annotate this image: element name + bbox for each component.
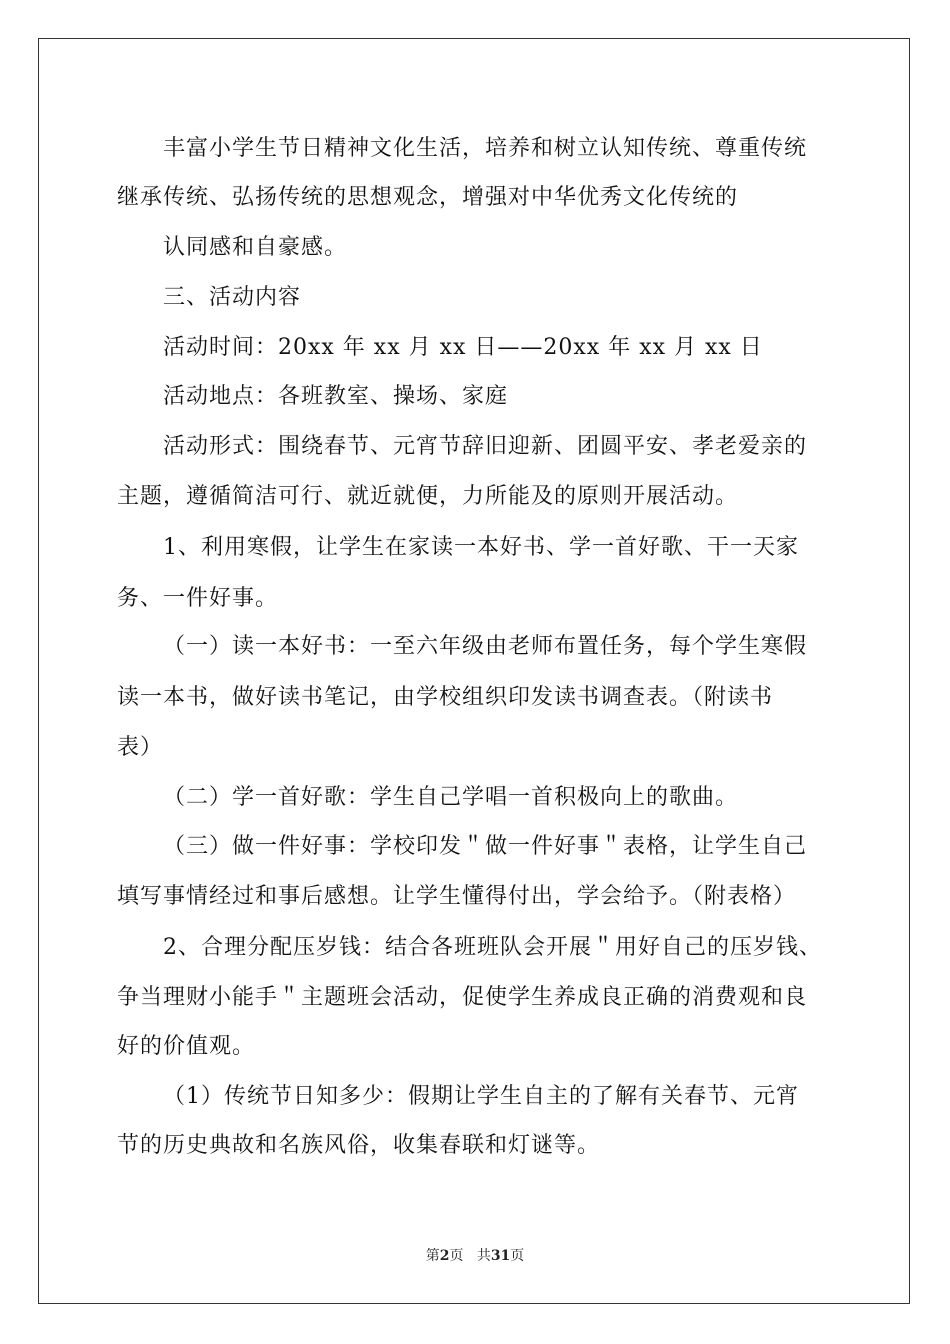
text-line: 争当理财小能手＂主题班会活动，促使学生养成良正确的消费观和良: [117, 985, 808, 1010]
section-heading: 三、活动内容: [163, 285, 302, 310]
text-line: 表）: [117, 735, 164, 760]
text-line: （二）学一首好歌：学生自己学唱一首积极向上的歌曲。: [163, 785, 739, 810]
text-line: 认同感和自豪感。: [163, 235, 348, 260]
text-line: （1）传统节日知多少：假期让学生自主的了解有关春节、元宵: [163, 1084, 799, 1109]
page-prefix: 第: [425, 1248, 440, 1264]
text-line: 主题，遵循简洁可行、就近就便，力所能及的原则开展活动。: [117, 484, 739, 509]
total-pages: 31: [490, 1248, 511, 1264]
page-footer: [0, 1247, 950, 1265]
text-line: 活动地点：各班教室、操场、家庭: [163, 384, 509, 409]
text-line: 填写事情经过和事后感想。让学生懂得付出，学会给予。（附表格）: [117, 884, 797, 909]
text-line: （三）做一件好事：学校印发＂做一件好事＂表格，让学生自己: [163, 834, 808, 859]
text-line: 活动时间：20xx 年 xx 月 xx 日——20xx 年 xx 月 xx 日: [163, 335, 763, 360]
text-line: 节的历史典故和名族风俗，收集春联和灯谜等。: [117, 1133, 601, 1158]
text-line: 活动形式：围绕春节、元宵节辞旧迎新、团圆平安、孝老爱亲的: [163, 434, 808, 459]
text-line: 2、合理分配压岁钱：结合各班班队会开展＂用好自己的压岁钱、: [163, 935, 822, 960]
text-line: 务、一件好事。: [117, 586, 279, 611]
page-border: [38, 38, 910, 1304]
total-suffix: 页: [510, 1248, 525, 1264]
text-line: 读一本书，做好读书笔记，由学校组织印发读书调查表。（附读书: [117, 685, 774, 710]
page-number: 2: [439, 1248, 450, 1264]
text-line: （一）读一本好书：一至六年级由老师布置任务，每个学生寒假: [163, 634, 808, 659]
text-line: 好的价值观。: [117, 1034, 256, 1059]
text-line: 继承传统、弘扬传统的思想观念，增强对中华优秀文化传统的: [117, 185, 739, 210]
page-suffix: 页: [449, 1248, 464, 1264]
text-line: 丰富小学生节日精神文化生活，培养和树立认知传统、尊重传统: [163, 136, 808, 161]
total-prefix: 共: [476, 1248, 491, 1264]
text-line: 1、利用寒假，让学生在家读一本好书、学一首好歌、干一天家: [163, 535, 799, 560]
